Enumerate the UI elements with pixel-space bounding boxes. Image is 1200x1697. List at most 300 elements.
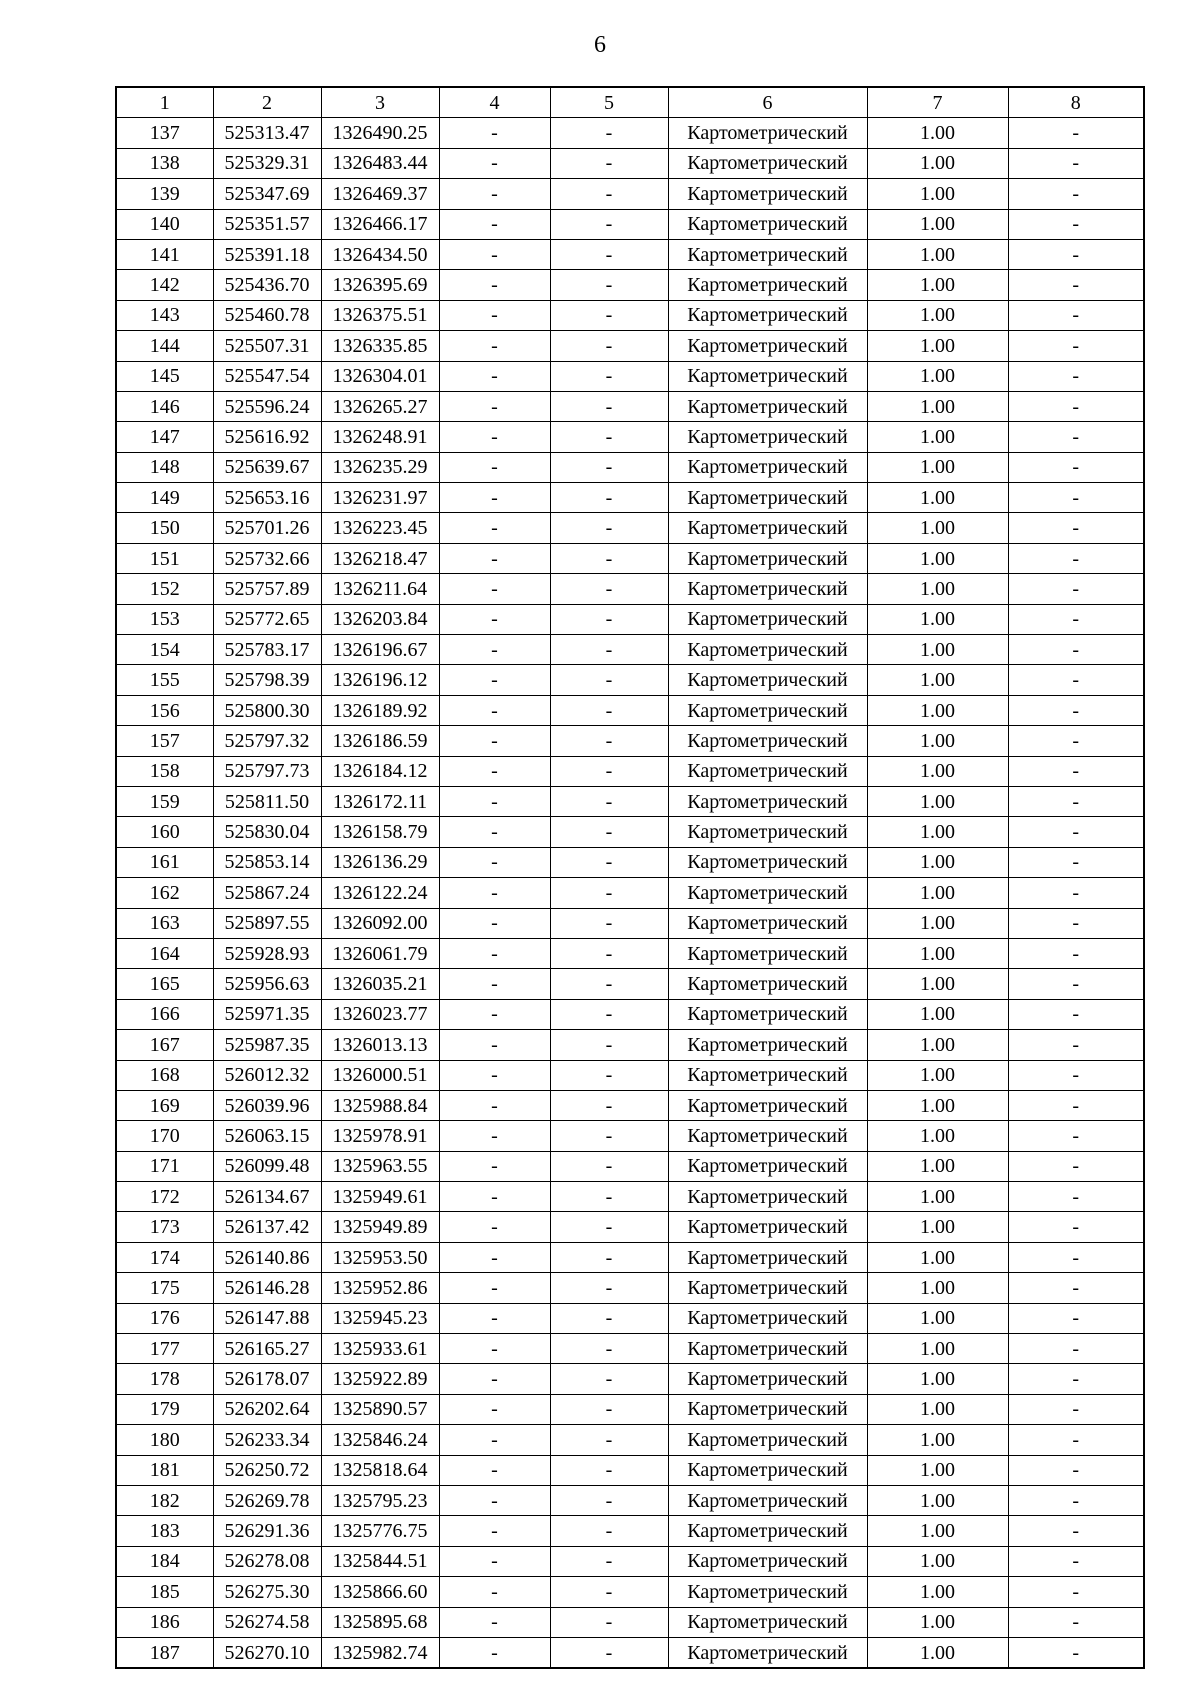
cell-point-number: 178 (116, 1364, 213, 1394)
cell-coord-y: 1325776.75 (321, 1516, 439, 1546)
cell-col-5: - (550, 938, 668, 968)
cell-col-5: - (550, 1303, 668, 1333)
cell-accuracy: 1.00 (867, 1212, 1008, 1242)
cell-point-number: 162 (116, 878, 213, 908)
cell-accuracy: 1.00 (867, 361, 1008, 391)
cell-col-5: - (550, 179, 668, 209)
cell-col-4: - (439, 179, 550, 209)
cell-col-5: - (550, 239, 668, 269)
cell-coord-y: 1326196.67 (321, 635, 439, 665)
table-row (116, 209, 1144, 239)
cell-coord-y: 1325818.64 (321, 1455, 439, 1485)
cell-col-8: - (1008, 786, 1144, 816)
cell-method: Картометрический (668, 1121, 867, 1151)
cell-col-8: - (1008, 422, 1144, 452)
cell-col-8: - (1008, 1455, 1144, 1485)
cell-coord-y: 1325895.68 (321, 1607, 439, 1637)
cell-col-4: - (439, 270, 550, 300)
cell-method: Картометрический (668, 756, 867, 786)
cell-method: Картометрический (668, 1485, 867, 1515)
table-row (116, 665, 1144, 695)
cell-col-8: - (1008, 1121, 1144, 1151)
cell-point-number: 141 (116, 239, 213, 269)
cell-point-number: 147 (116, 422, 213, 452)
cell-accuracy: 1.00 (867, 635, 1008, 665)
cell-accuracy: 1.00 (867, 513, 1008, 543)
cell-col-8: - (1008, 270, 1144, 300)
cell-point-number: 163 (116, 908, 213, 938)
cell-point-number: 167 (116, 1030, 213, 1060)
cell-coord-y: 1325953.50 (321, 1242, 439, 1272)
cell-col-8: - (1008, 1242, 1144, 1272)
cell-accuracy: 1.00 (867, 1303, 1008, 1333)
table-row (116, 1516, 1144, 1546)
cell-coord-x: 525460.78 (213, 300, 321, 330)
cell-accuracy: 1.00 (867, 1516, 1008, 1546)
cell-point-number: 159 (116, 786, 213, 816)
cell-coord-y: 1325978.91 (321, 1121, 439, 1151)
cell-coord-y: 1326122.24 (321, 878, 439, 908)
cell-point-number: 142 (116, 270, 213, 300)
cell-coord-x: 525772.65 (213, 604, 321, 634)
cell-col-4: - (439, 1516, 550, 1546)
cell-col-5: - (550, 1364, 668, 1394)
cell-coord-y: 1326265.27 (321, 391, 439, 421)
cell-method: Картометрический (668, 1364, 867, 1394)
cell-coord-y: 1326061.79 (321, 938, 439, 968)
cell-col-5: - (550, 1455, 668, 1485)
cell-col-5: - (550, 1090, 668, 1120)
cell-coord-x: 525616.92 (213, 422, 321, 452)
cell-accuracy: 1.00 (867, 1637, 1008, 1668)
cell-accuracy: 1.00 (867, 665, 1008, 695)
table-row (116, 817, 1144, 847)
page-number: 6 (594, 32, 606, 58)
cell-col-4: - (439, 543, 550, 573)
cell-coord-x: 525347.69 (213, 179, 321, 209)
cell-coord-x: 525391.18 (213, 239, 321, 269)
cell-method: Картометрический (668, 1334, 867, 1364)
cell-coord-x: 526134.67 (213, 1182, 321, 1212)
cell-col-5: - (550, 391, 668, 421)
cell-col-4: - (439, 665, 550, 695)
cell-accuracy: 1.00 (867, 1607, 1008, 1637)
cell-col-8: - (1008, 635, 1144, 665)
table-row (116, 1425, 1144, 1455)
table-row (116, 695, 1144, 725)
cell-col-5: - (550, 847, 668, 877)
cell-coord-x: 525853.14 (213, 847, 321, 877)
table-row (116, 1364, 1144, 1394)
cell-coord-y: 1326304.01 (321, 361, 439, 391)
cell-point-number: 172 (116, 1182, 213, 1212)
cell-col-8: - (1008, 1425, 1144, 1455)
cell-coord-y: 1326013.13 (321, 1030, 439, 1060)
cell-coord-x: 526147.88 (213, 1303, 321, 1333)
cell-method: Картометрический (668, 1060, 867, 1090)
cell-point-number: 157 (116, 726, 213, 756)
cell-col-5: - (550, 1060, 668, 1090)
cell-coord-x: 525436.70 (213, 270, 321, 300)
cell-coord-y: 1326092.00 (321, 908, 439, 938)
cell-col-4: - (439, 1334, 550, 1364)
cell-accuracy: 1.00 (867, 209, 1008, 239)
cell-accuracy: 1.00 (867, 726, 1008, 756)
cell-col-8: - (1008, 1212, 1144, 1242)
column-header-7: 7 (867, 87, 1008, 118)
table-row (116, 118, 1144, 148)
cell-coord-y: 1325933.61 (321, 1334, 439, 1364)
cell-coord-x: 525971.35 (213, 999, 321, 1029)
cell-method: Картометрический (668, 513, 867, 543)
cell-point-number: 138 (116, 148, 213, 178)
table-row (116, 270, 1144, 300)
column-header-4: 4 (439, 87, 550, 118)
cell-coord-x: 526250.72 (213, 1455, 321, 1485)
cell-point-number: 187 (116, 1637, 213, 1668)
cell-col-5: - (550, 513, 668, 543)
cell-col-8: - (1008, 1151, 1144, 1181)
cell-coord-x: 526165.27 (213, 1334, 321, 1364)
cell-coord-x: 525987.35 (213, 1030, 321, 1060)
cell-col-4: - (439, 391, 550, 421)
cell-method: Картометрический (668, 1607, 867, 1637)
cell-coord-x: 525313.47 (213, 118, 321, 148)
cell-accuracy: 1.00 (867, 300, 1008, 330)
cell-point-number: 183 (116, 1516, 213, 1546)
cell-method: Картометрический (668, 574, 867, 604)
cell-accuracy: 1.00 (867, 908, 1008, 938)
cell-coord-x: 526099.48 (213, 1151, 321, 1181)
cell-method: Картометрический (668, 908, 867, 938)
table-row (116, 543, 1144, 573)
cell-point-number: 179 (116, 1394, 213, 1424)
table-row (116, 513, 1144, 543)
cell-col-4: - (439, 1577, 550, 1607)
cell-point-number: 139 (116, 179, 213, 209)
cell-coord-x: 526275.30 (213, 1577, 321, 1607)
table-row (116, 1242, 1144, 1272)
cell-point-number: 145 (116, 361, 213, 391)
cell-col-8: - (1008, 969, 1144, 999)
cell-col-5: - (550, 726, 668, 756)
cell-col-8: - (1008, 1485, 1144, 1515)
cell-point-number: 180 (116, 1425, 213, 1455)
cell-col-5: - (550, 1182, 668, 1212)
cell-method: Картометрический (668, 1182, 867, 1212)
cell-col-5: - (550, 1485, 668, 1515)
cell-col-8: - (1008, 148, 1144, 178)
cell-coord-x: 525956.63 (213, 969, 321, 999)
cell-accuracy: 1.00 (867, 1182, 1008, 1212)
cell-col-5: - (550, 665, 668, 695)
cell-accuracy: 1.00 (867, 817, 1008, 847)
table-row (116, 1090, 1144, 1120)
cell-coord-y: 1325866.60 (321, 1577, 439, 1607)
table-row (116, 331, 1144, 361)
cell-point-number: 171 (116, 1151, 213, 1181)
cell-method: Картометрический (668, 239, 867, 269)
cell-accuracy: 1.00 (867, 118, 1008, 148)
cell-col-4: - (439, 1364, 550, 1394)
cell-method: Картометрический (668, 635, 867, 665)
cell-method: Картометрический (668, 1455, 867, 1485)
cell-coord-y: 1326172.11 (321, 786, 439, 816)
cell-col-4: - (439, 908, 550, 938)
cell-accuracy: 1.00 (867, 1334, 1008, 1364)
cell-col-5: - (550, 422, 668, 452)
cell-col-8: - (1008, 817, 1144, 847)
table-row (116, 361, 1144, 391)
cell-method: Картометрический (668, 938, 867, 968)
cell-point-number: 143 (116, 300, 213, 330)
cell-method: Картометрический (668, 452, 867, 482)
cell-col-4: - (439, 422, 550, 452)
cell-coord-y: 1326231.97 (321, 483, 439, 513)
table-row (116, 604, 1144, 634)
cell-col-4: - (439, 726, 550, 756)
cell-method: Картометрический (668, 817, 867, 847)
cell-col-8: - (1008, 908, 1144, 938)
cell-accuracy: 1.00 (867, 969, 1008, 999)
cell-col-5: - (550, 756, 668, 786)
cell-method: Картометрический (668, 1577, 867, 1607)
cell-col-5: - (550, 604, 668, 634)
cell-col-5: - (550, 1637, 668, 1668)
cell-col-4: - (439, 1212, 550, 1242)
cell-coord-x: 526039.96 (213, 1090, 321, 1120)
cell-point-number: 186 (116, 1607, 213, 1637)
cell-accuracy: 1.00 (867, 878, 1008, 908)
cell-method: Картометрический (668, 209, 867, 239)
cell-point-number: 148 (116, 452, 213, 482)
cell-accuracy: 1.00 (867, 1485, 1008, 1515)
cell-accuracy: 1.00 (867, 574, 1008, 604)
cell-accuracy: 1.00 (867, 938, 1008, 968)
cell-coord-y: 1325949.61 (321, 1182, 439, 1212)
cell-col-4: - (439, 452, 550, 482)
cell-method: Картометрический (668, 665, 867, 695)
cell-col-4: - (439, 969, 550, 999)
cell-col-8: - (1008, 999, 1144, 1029)
cell-point-number: 144 (116, 331, 213, 361)
table-row (116, 1212, 1144, 1242)
cell-coord-y: 1325922.89 (321, 1364, 439, 1394)
cell-col-5: - (550, 1242, 668, 1272)
cell-col-4: - (439, 1273, 550, 1303)
cell-col-5: - (550, 483, 668, 513)
cell-point-number: 153 (116, 604, 213, 634)
cell-method: Картометрический (668, 1303, 867, 1333)
cell-col-8: - (1008, 1546, 1144, 1576)
cell-coord-x: 525701.26 (213, 513, 321, 543)
cell-accuracy: 1.00 (867, 452, 1008, 482)
cell-col-4: - (439, 1637, 550, 1668)
table-row (116, 847, 1144, 877)
cell-col-8: - (1008, 878, 1144, 908)
cell-coord-y: 1326395.69 (321, 270, 439, 300)
cell-col-8: - (1008, 513, 1144, 543)
cell-coord-x: 525507.31 (213, 331, 321, 361)
cell-method: Картометрический (668, 270, 867, 300)
cell-accuracy: 1.00 (867, 179, 1008, 209)
cell-col-8: - (1008, 574, 1144, 604)
cell-col-8: - (1008, 1060, 1144, 1090)
cell-col-4: - (439, 1485, 550, 1515)
cell-col-4: - (439, 513, 550, 543)
cell-point-number: 149 (116, 483, 213, 513)
cell-method: Картометрический (668, 179, 867, 209)
cell-col-4: - (439, 847, 550, 877)
cell-coord-y: 1325844.51 (321, 1546, 439, 1576)
cell-point-number: 158 (116, 756, 213, 786)
cell-col-5: - (550, 209, 668, 239)
table-row (116, 878, 1144, 908)
cell-coord-x: 525596.24 (213, 391, 321, 421)
cell-point-number: 155 (116, 665, 213, 695)
table-row (116, 1637, 1144, 1668)
cell-method: Картометрический (668, 1394, 867, 1424)
cell-col-8: - (1008, 391, 1144, 421)
cell-coord-x: 526270.10 (213, 1637, 321, 1668)
table-row (116, 938, 1144, 968)
cell-coord-x: 525798.39 (213, 665, 321, 695)
cell-accuracy: 1.00 (867, 1273, 1008, 1303)
cell-coord-y: 1325945.23 (321, 1303, 439, 1333)
table-row (116, 452, 1144, 482)
cell-coord-y: 1326186.59 (321, 726, 439, 756)
cell-coord-x: 526269.78 (213, 1485, 321, 1515)
cell-coord-x: 525757.89 (213, 574, 321, 604)
cell-coord-x: 526291.36 (213, 1516, 321, 1546)
cell-point-number: 140 (116, 209, 213, 239)
cell-col-4: - (439, 1090, 550, 1120)
table-row (116, 786, 1144, 816)
cell-col-8: - (1008, 1182, 1144, 1212)
cell-point-number: 154 (116, 635, 213, 665)
cell-accuracy: 1.00 (867, 1060, 1008, 1090)
column-header-8: 8 (1008, 87, 1144, 118)
cell-point-number: 152 (116, 574, 213, 604)
cell-coord-y: 1326248.91 (321, 422, 439, 452)
cell-coord-y: 1325982.74 (321, 1637, 439, 1668)
cell-coord-y: 1325846.24 (321, 1425, 439, 1455)
cell-coord-x: 525732.66 (213, 543, 321, 573)
cell-point-number: 177 (116, 1334, 213, 1364)
cell-col-4: - (439, 1303, 550, 1333)
cell-col-5: - (550, 1030, 668, 1060)
cell-coord-x: 525897.55 (213, 908, 321, 938)
cell-accuracy: 1.00 (867, 148, 1008, 178)
cell-method: Картометрический (668, 878, 867, 908)
cell-col-4: - (439, 1182, 550, 1212)
cell-col-5: - (550, 1273, 668, 1303)
cell-accuracy: 1.00 (867, 1151, 1008, 1181)
table-row (116, 1485, 1144, 1515)
coordinates-table (115, 86, 1145, 1669)
cell-method: Картометрический (668, 1030, 867, 1060)
cell-col-8: - (1008, 756, 1144, 786)
table-row (116, 726, 1144, 756)
cell-col-8: - (1008, 1334, 1144, 1364)
column-header-1: 1 (116, 87, 213, 118)
cell-point-number: 160 (116, 817, 213, 847)
cell-point-number: 174 (116, 1242, 213, 1272)
table-row (116, 422, 1144, 452)
cell-col-8: - (1008, 1607, 1144, 1637)
cell-col-5: - (550, 1516, 668, 1546)
cell-col-4: - (439, 878, 550, 908)
cell-coord-x: 525639.67 (213, 452, 321, 482)
cell-method: Картометрический (668, 118, 867, 148)
cell-point-number: 175 (116, 1273, 213, 1303)
cell-col-8: - (1008, 665, 1144, 695)
cell-method: Картометрический (668, 331, 867, 361)
table-row (116, 148, 1144, 178)
cell-method: Картометрический (668, 726, 867, 756)
cell-col-8: - (1008, 1516, 1144, 1546)
table-row (116, 969, 1144, 999)
cell-col-8: - (1008, 726, 1144, 756)
table-row (116, 908, 1144, 938)
table-row (116, 1394, 1144, 1424)
cell-accuracy: 1.00 (867, 786, 1008, 816)
cell-method: Картометрический (668, 695, 867, 725)
cell-accuracy: 1.00 (867, 1121, 1008, 1151)
column-header-5: 5 (550, 87, 668, 118)
cell-col-4: - (439, 300, 550, 330)
cell-coord-y: 1326223.45 (321, 513, 439, 543)
cell-col-8: - (1008, 118, 1144, 148)
cell-col-8: - (1008, 1577, 1144, 1607)
cell-coord-y: 1326184.12 (321, 756, 439, 786)
cell-accuracy: 1.00 (867, 695, 1008, 725)
cell-method: Картометрический (668, 1090, 867, 1120)
cell-col-8: - (1008, 543, 1144, 573)
cell-point-number: 185 (116, 1577, 213, 1607)
cell-accuracy: 1.00 (867, 1090, 1008, 1120)
table-row (116, 483, 1144, 513)
column-header-3: 3 (321, 87, 439, 118)
cell-method: Картометрический (668, 300, 867, 330)
cell-col-4: - (439, 756, 550, 786)
cell-col-8: - (1008, 604, 1144, 634)
cell-coord-y: 1326469.37 (321, 179, 439, 209)
cell-col-4: - (439, 361, 550, 391)
cell-coord-x: 525783.17 (213, 635, 321, 665)
table-row (116, 1303, 1144, 1333)
cell-accuracy: 1.00 (867, 999, 1008, 1029)
cell-col-5: - (550, 969, 668, 999)
cell-coord-x: 525867.24 (213, 878, 321, 908)
cell-col-5: - (550, 574, 668, 604)
cell-col-5: - (550, 817, 668, 847)
table-row (116, 239, 1144, 269)
cell-coord-x: 526137.42 (213, 1212, 321, 1242)
cell-col-8: - (1008, 209, 1144, 239)
cell-coord-y: 1326035.21 (321, 969, 439, 999)
table-row (116, 1577, 1144, 1607)
cell-col-4: - (439, 148, 550, 178)
cell-accuracy: 1.00 (867, 1364, 1008, 1394)
cell-accuracy: 1.00 (867, 331, 1008, 361)
table-row (116, 635, 1144, 665)
cell-coord-y: 1326000.51 (321, 1060, 439, 1090)
cell-coord-x: 526278.08 (213, 1546, 321, 1576)
cell-accuracy: 1.00 (867, 1425, 1008, 1455)
cell-accuracy: 1.00 (867, 756, 1008, 786)
cell-col-5: - (550, 1546, 668, 1576)
